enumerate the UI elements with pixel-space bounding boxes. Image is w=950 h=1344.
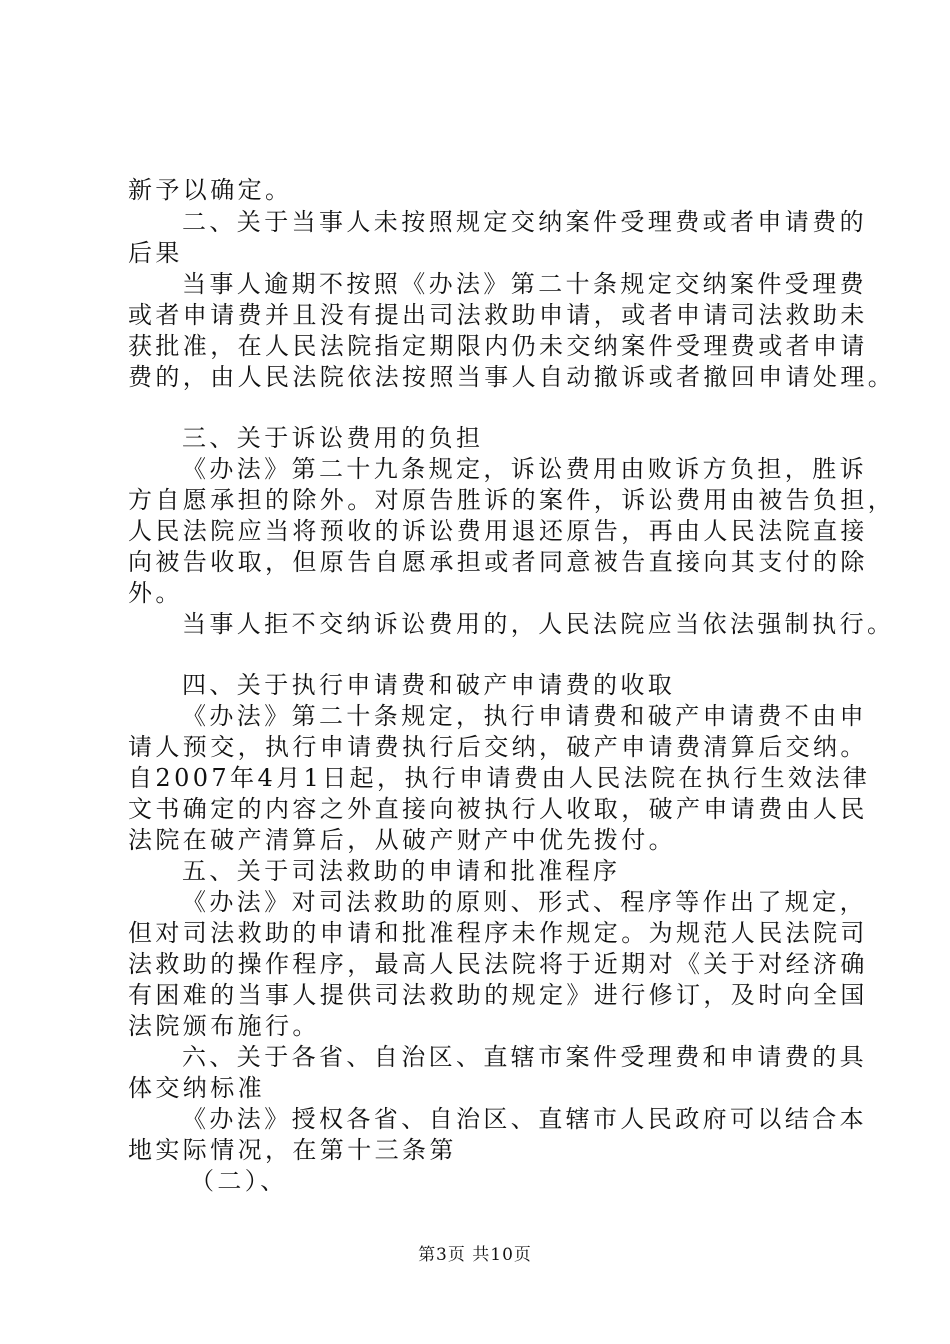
text-line: 方自愿承担的除外。对原告胜诉的案件，诉讼费用由被告负担， [128, 486, 896, 514]
text-line: 费的，由人民法院依法按照当事人自动撤诉或者撤回申请处理。 [128, 363, 896, 391]
text-line: 外。 [128, 579, 183, 607]
text-line: 人民法院应当将预收的诉讼费用退还原告，再由人民法院直接 [128, 517, 868, 545]
text-line: 请人预交，执行申请费执行后交纳，破产申请费清算后交纳。 [128, 733, 868, 761]
text-line: 法救助的操作程序，最高人民法院将于近期对《关于对经济确 [128, 950, 868, 978]
text-line: 向被告收取，但原告自愿承担或者同意被告直接向其支付的除 [128, 548, 868, 576]
text-line: 后果 [128, 239, 183, 267]
text-line: 地实际情况，在第十三条第 [128, 1136, 457, 1164]
text-line: 《办法》对司法救助的原则、形式、程序等作出了规定， [182, 888, 867, 916]
section-heading: 六、关于各省、自治区、直辖市案件受理费和申请费的具 [182, 1043, 867, 1071]
page-footer: 第3页 共10页 [418, 1245, 532, 1265]
text-line: 自2007年4月1日起，执行申请费由人民法院在执行生效法律 [128, 764, 871, 792]
text-line: 当事人拒不交纳诉讼费用的，人民法院应当依法强制执行。 [182, 610, 895, 638]
section-heading: 二、关于当事人未按照规定交纳案件受理费或者申请费的 [182, 208, 867, 236]
section-heading: 三、关于诉讼费用的负担 [182, 424, 484, 452]
text-line: 《办法》第二十条规定，执行申请费和破产申请费不由申 [182, 702, 867, 730]
text-line: 获批准，在人民法院指定期限内仍未交纳案件受理费或者申请 [128, 332, 868, 360]
text-line: （二）、 [190, 1167, 288, 1195]
section-heading: 五、关于司法救助的申请和批准程序 [182, 857, 621, 885]
text-line: 法院在破产清算后，从破产财产中优先拨付。 [128, 826, 676, 854]
section-heading: 四、关于执行申请费和破产申请费的收取 [182, 671, 676, 699]
text-line: 《办法》第二十九条规定，诉讼费用由败诉方负担，胜诉 [182, 455, 867, 483]
text-line: 文书确定的内容之外直接向被执行人收取，破产申请费由人民 [128, 795, 868, 823]
text-line: 有困难的当事人提供司法救助的规定》进行修订，及时向全国 [128, 981, 868, 1009]
text-line: 法院颁布施行。 [128, 1012, 320, 1040]
text-line: 《办法》授权各省、自治区、直辖市人民政府可以结合本 [182, 1105, 867, 1133]
text-line: 但对司法救助的申请和批准程序未作规定。为规范人民法院司 [128, 919, 868, 947]
text-line: 或者申请费并且没有提出司法救助申请，或者申请司法救助未 [128, 301, 868, 329]
text-line: 体交纳标准 [128, 1074, 265, 1102]
text-line: 新予以确定。 [128, 176, 293, 204]
text-line: 当事人逾期不按照《办法》第二十条规定交纳案件受理费 [182, 270, 867, 298]
